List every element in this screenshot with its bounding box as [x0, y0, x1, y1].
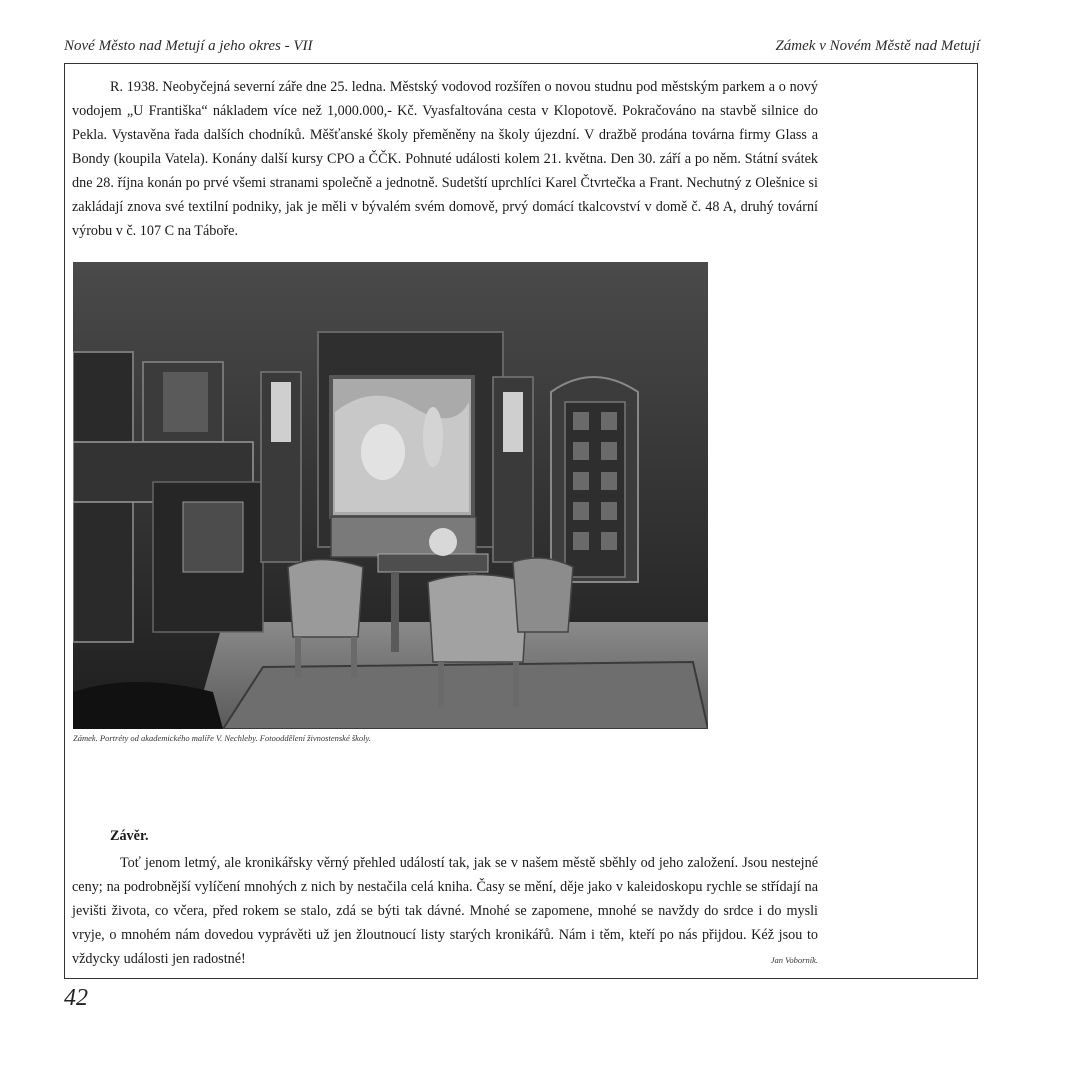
- photo-caption: Zámek. Portréty od akademického malíře V. Nechleby. Fotooddělení živnostenské školy.: [73, 733, 371, 743]
- paragraph-1938: R. 1938. Neobyčejná severní záře dne 25. ledna. Městský vodovod rozšířen o novou studnu pod městským parkem a o nový vodojem „U Františka“ nákladem více než 1,000.000,- Kč. Vyasfaltována cesta v Klopotově. Pokračováno na stavbě silnice do Pekla. Vystavěna řada dalších chodníků. Měšťanské školy přeměněny na školy újezdní. V dražbě prodána továrna firmy Glass a Bondy (koupila Vatela). Konány další kursy CPO a ČČK. Pohnuté události kolem 21. května. Den 30. září a po něm. Státní svátek dne 28. října konán po prvé všemi stranami společně a jednotně. Sudetští uprchlíci Karel Čtvrtečka a Frant. Nechutný z Olešnice si zakládají znova své textilní podniky, jak je měli v bývalém svém domově, prvý domácí tkalcovství v domě č. 48 A, druhý tovární výrobu v č. 107 C na Táboře.: [72, 79, 818, 239]
- running-header-left: Nové Město nad Metují a jeho okres - VII: [64, 38, 313, 54]
- page-number: 42: [64, 985, 88, 1011]
- running-header-right: Zámek v Novém Městě nad Metují: [775, 38, 980, 54]
- interior-photograph: [73, 262, 708, 729]
- conclusion-heading: Závěr.: [110, 828, 149, 844]
- conclusion-paragraph: Toť jenom letmý, ale kronikářsky věrný přehled událostí tak, jak se v našem městě sběhly od jeho založení. Jsou nestejné ceny; na podrobnější vylíčení mnohých z nich by nestačila celá kniha. Časy se mění, děje jako v kaleidoskopu rychle se střídají na jevišti života, co včera, před rokem se stalo, zdá se býti tak dávné. Mnohé se zapomene, mnohé se navždy do srdce i do mysli vryje, o mnohém nám dovedou vyprávěti už jen žloutnoucí listy starých kronikářů. Nám i těm, kteří po nás přijdou. Kéž jsou to vždycky události jen radostné!: [72, 855, 818, 967]
- author-signature: Jan Voborník.: [770, 955, 818, 965]
- photo-illustration: [73, 262, 708, 729]
